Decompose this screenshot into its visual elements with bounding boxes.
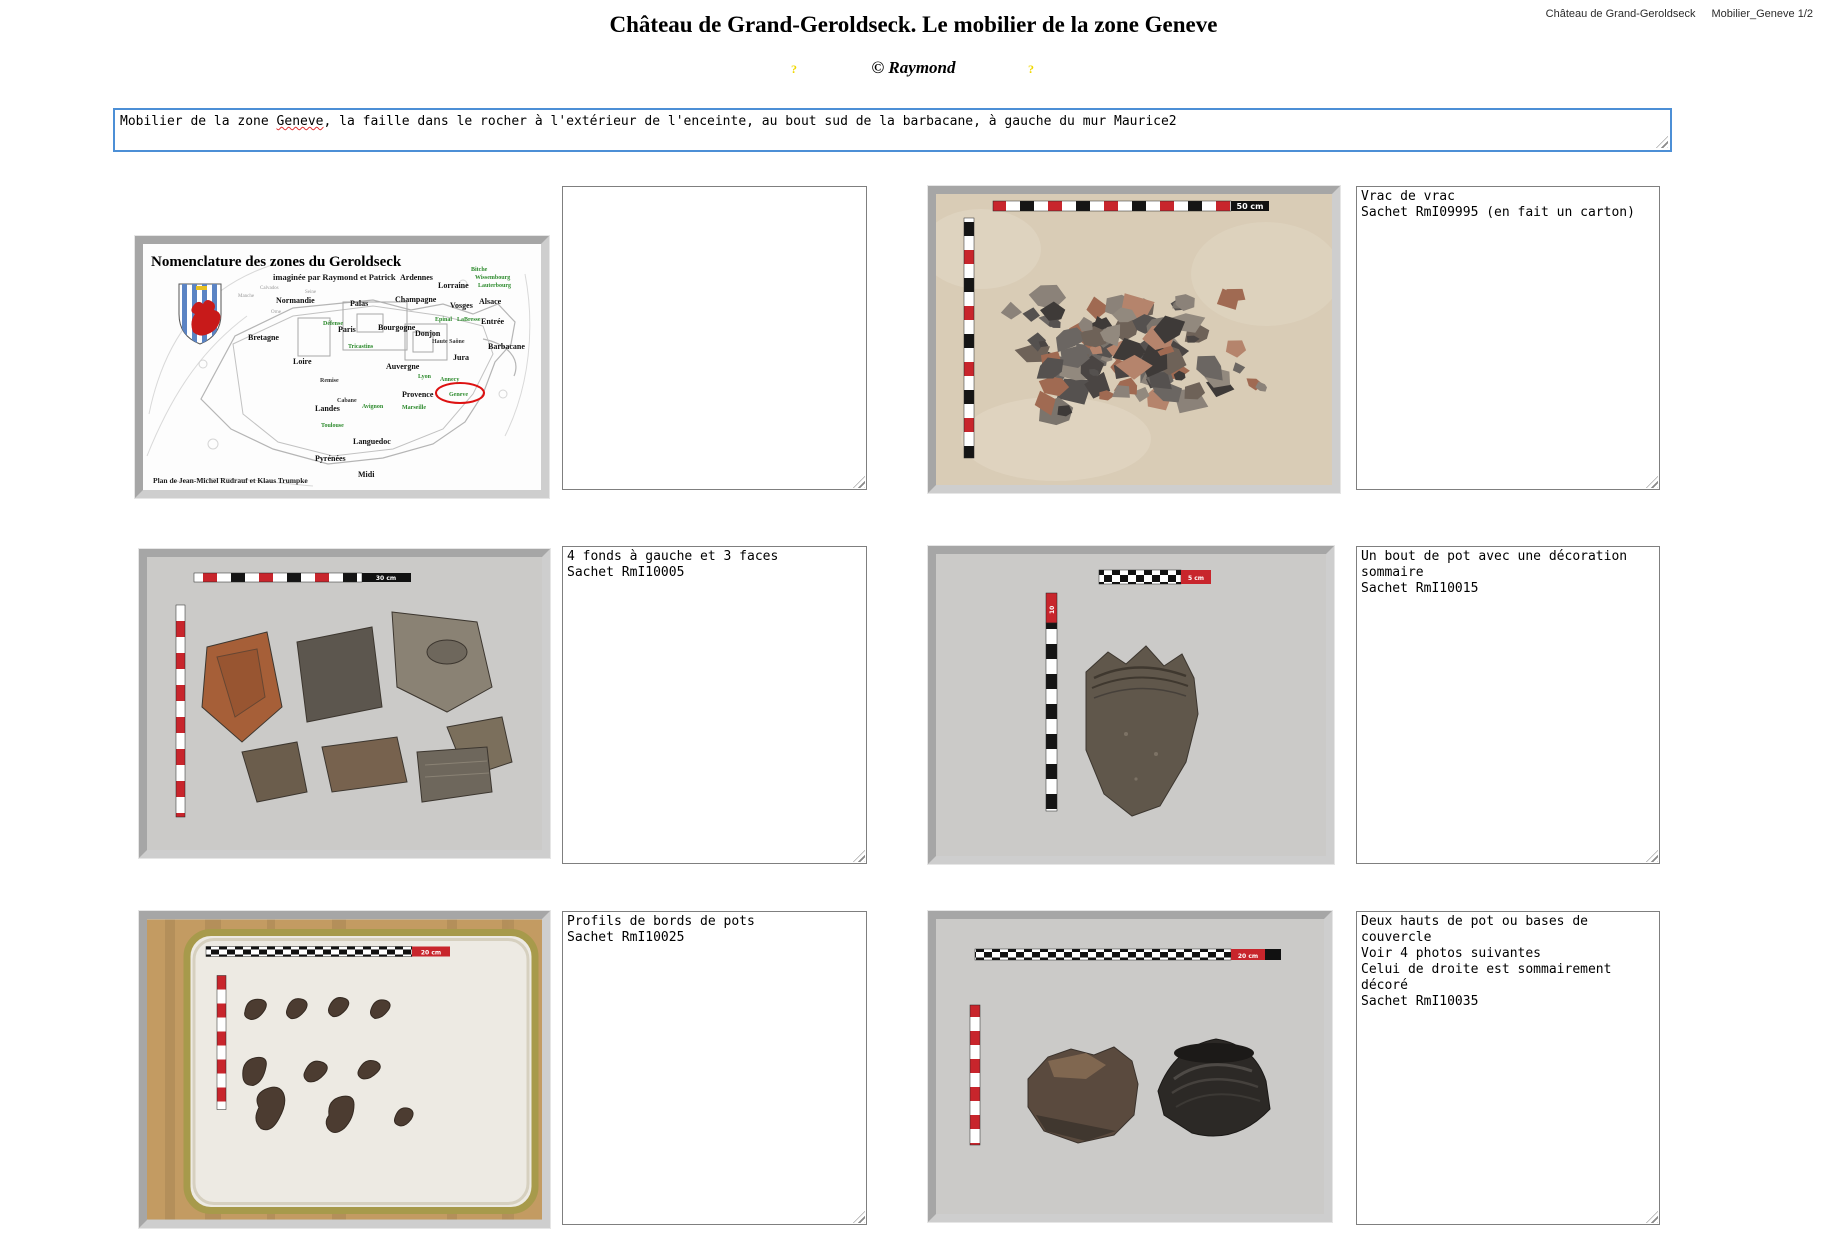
scale-label: 20 cm [1237,953,1259,960]
scale-ruler-horizontal [1099,570,1211,584]
vrac-note-textarea[interactable] [1356,186,1660,490]
scale-label: 20 cm [420,949,442,957]
svg-text:Remise: Remise [320,378,339,384]
svg-text:Provence: Provence [402,390,434,399]
crown [196,286,207,290]
scale-ruler-vertical [176,605,185,817]
scale-ruler-vertical [970,1005,980,1145]
photo-bout-de-pot [928,546,1334,864]
svg-text:Entrée: Entrée [481,317,505,326]
scale-ruler-horizontal [206,947,450,957]
svg-text:Toulouse: Toulouse [321,423,344,429]
main-description-text: Mobilier de la zone Geneve, la faille dans le rocher à l'extérieur de l'enceinte, au bout sud de la barbacane, à gauche du mur Maurice2 [120,114,1177,129]
note-cell-hauts [1356,911,1660,1225]
map-credit: Plan de Jean-Michel Rudrauf et Klaus Trumpke [153,476,308,485]
svg-text:Wissembourg: Wissembourg [475,275,511,281]
svg-text:Languedoc: Languedoc [353,437,391,446]
profils-photo-drawing [147,919,542,1220]
svg-text:LaBresse: LaBresse [457,317,481,323]
svg-text:Geneve: Geneve [449,392,468,398]
svg-text:Lyon: Lyon [418,374,432,380]
scale-ruler-vertical [964,218,974,458]
resize-grip-icon[interactable] [1656,136,1668,148]
svg-text:Bitche: Bitche [471,267,488,273]
profils-note-textarea[interactable] [562,911,867,1225]
missing-image-placeholder-icon: ? [791,62,797,76]
svg-text:Manche: Manche [238,294,255,299]
svg-text:Paris: Paris [338,325,356,334]
svg-text:Barbacane: Barbacane [488,342,525,351]
note-cell-map [562,186,867,490]
svg-text:Lorraine: Lorraine [438,281,469,290]
note-cell-profils [562,911,867,1225]
note-cell-vrac [1356,186,1660,490]
hauts-note-textarea[interactable] [1356,911,1660,1225]
svg-text:Normandie: Normandie [276,296,315,305]
svg-text:Avignon: Avignon [362,404,384,410]
spellcheck-underlined-word: Geneve [276,114,324,129]
map-title: Nomenclature des zones du Geroldseck [151,254,402,270]
svg-text:Midi: Midi [358,470,375,479]
svg-text:Pyrénées: Pyrénées [315,454,346,463]
scale-label: 30 cm [375,575,397,582]
svg-text:Alsace: Alsace [479,297,502,306]
svg-text:Annecy: Annecy [440,377,460,383]
bout-note-textarea[interactable] [1356,546,1660,864]
vrac-photo-drawing [936,194,1332,485]
svg-text:Landes: Landes [315,404,340,413]
svg-text:Cabane: Cabane [337,398,357,404]
svg-text:Bretagne: Bretagne [248,333,279,342]
main-description-textarea[interactable] [113,108,1672,152]
photo-hauts-de-pot [928,911,1332,1222]
fonds-note-textarea[interactable] [562,546,867,864]
svg-text:Seine: Seine [305,290,317,295]
svg-text:Défense: Défense [323,321,343,327]
photo-profils-bords [139,911,550,1228]
map-image-zones-geroldseck [135,236,549,498]
bout-photo-drawing [936,554,1326,856]
missing-image-placeholder-icon: ? [1028,62,1034,76]
svg-text:Lauterbourg: Lauterbourg [478,283,511,289]
hauts-photo-drawing [936,919,1324,1214]
photo-vrac-shards [928,186,1340,493]
svg-text:Orne: Orne [271,310,281,315]
scale-ruler-horizontal [975,949,1281,960]
note-cell-bout [1356,546,1660,864]
svg-text:Tricastins: Tricastins [348,344,374,350]
author-credit: © Raymond [871,58,956,77]
note-cell-fonds [562,546,867,864]
svg-text:Donjon: Donjon [415,329,441,338]
scale-ruler-vertical [1046,593,1057,811]
map-drawing [143,244,541,490]
svg-text:Haute Saône: Haute Saône [432,339,465,345]
svg-text:Marseille: Marseille [402,405,426,411]
map-note-textarea[interactable] [562,186,867,490]
photo-fonds-faces [139,549,550,858]
svg-text:Vosges: Vosges [450,301,473,310]
scale-label: 50 cm [1236,202,1264,211]
page-title: Château de Grand-Geroldseck. Le mobilier de la zone Geneve [609,12,1218,37]
scale-ruler-horizontal [993,201,1269,211]
caption-site: Château de Grand-Geroldseck [1545,8,1696,20]
scale-label-vertical: 10 [1049,605,1056,614]
svg-text:Calvados: Calvados [260,286,279,291]
svg-text:Bourgogne: Bourgogne [378,323,416,332]
svg-text:Ardennes: Ardennes [400,273,433,282]
scale-ruler-horizontal [194,573,411,582]
svg-text:Loire: Loire [293,357,312,366]
scale-label: 5 cm [1187,575,1205,582]
svg-text:Jura: Jura [453,353,469,362]
svg-text:Epinal: Epinal [435,317,453,323]
svg-text:Palas: Palas [350,299,369,308]
caption-page: Mobilier_Geneve 1/2 [1711,8,1813,20]
fonds-photo-drawing [147,557,542,850]
svg-text:Auvergne: Auvergne [386,362,420,371]
map-subtitle: imaginée par Raymond et Patrick [273,272,396,282]
scale-ruler-vertical [217,976,226,1110]
svg-text:Champagne: Champagne [395,295,437,304]
